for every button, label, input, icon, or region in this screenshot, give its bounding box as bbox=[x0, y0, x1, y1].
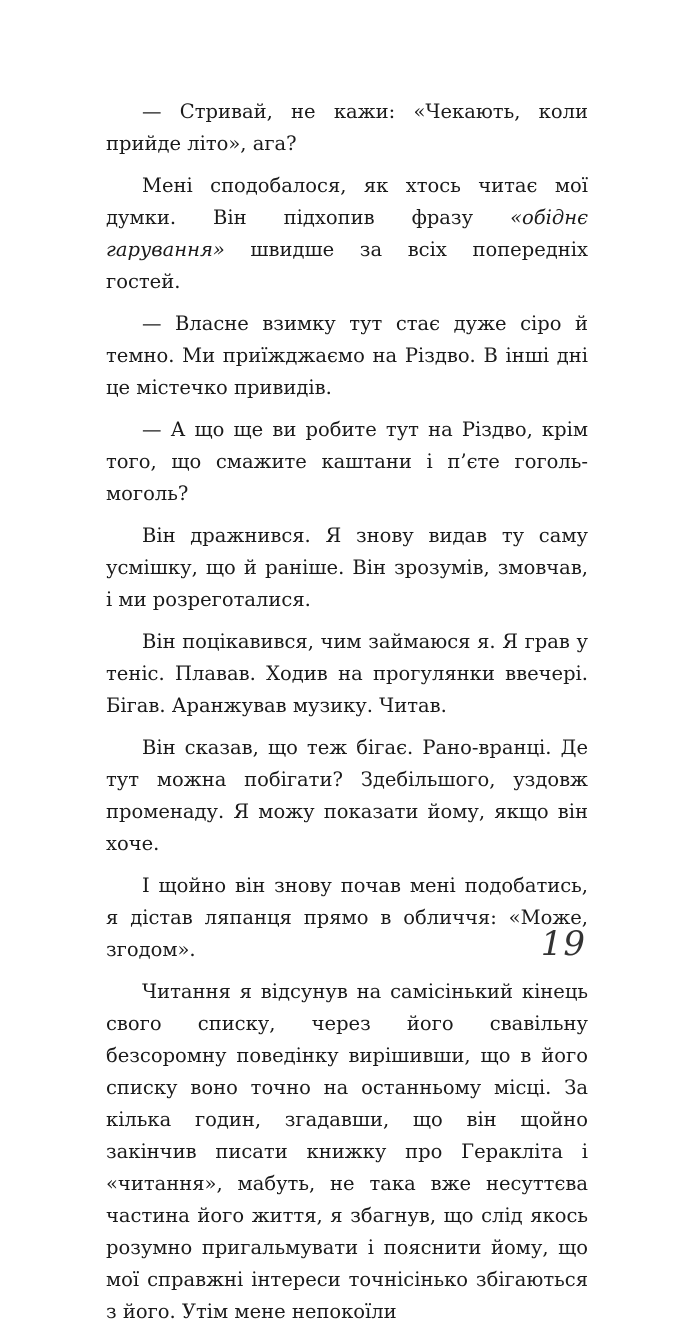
paragraph-2-start: Мені сподобалося, як хтось читає мої думки. Він підхопив фразу bbox=[106, 174, 588, 229]
paragraph-8: І щойно він знову почав мені подобатись, я дістав ляпанця прямо в обличчя: «Може, згодом». bbox=[106, 874, 588, 961]
paragraph-4: — А що ще ви робите тут на Різдво, крім того, що смажите каштани і п’єте гоголь-моголь? bbox=[106, 418, 588, 505]
paragraph-2-italic-phrase: «обіднє гарування» bbox=[106, 206, 588, 261]
paragraph-5: Він дражнився. Я знову видав ту саму усмішку, що й раніше. Він зрозумів, змовчав, і ми розреготалися. bbox=[106, 524, 588, 611]
paragraph-2 bbox=[106, 170, 588, 298]
paragraph-2-end: швидше за всіх попередніх гостей. bbox=[106, 238, 588, 293]
paragraph-1: — Стривай, не кажи: «Чекають, коли прийде літо», ага? bbox=[106, 100, 588, 155]
paragraph-6: Він поцікавився, чим займаюся я. Я грав у теніс. Плавав. Ходив на прогулянки ввечері. Бігав. Аранжував музику. Читав. bbox=[106, 630, 588, 717]
paragraph-3: — Власне взимку тут стає дуже сіро й темно. Ми приїжджаємо на Різдво. В інші дні це містечко привидів. bbox=[106, 312, 588, 399]
page-number: 19 bbox=[540, 924, 586, 964]
paragraph-9: Читання я відсунув на самісінький кінець свого списку, через його свавільну безсоромну поведінку вирішивши, що в його списку воно точно на останньому місці. За кілька годин, згадавши, що він щойно закінчив писати книжку про Геракліта і «читання», мабуть, не така вже несуттєва частина його життя, я збагнув, що слід якось розумно пригальмувати і пояснити йому, що мої справжні інтереси точнісінько збігаються з його. Утім мене непокоїли bbox=[106, 980, 588, 1323]
paragraph-7: Він сказав, що теж бігає. Рано-вранці. Де тут можна побігати? Здебільшого, уздовж променаду. Я можу показати йому, якщо він хоче. bbox=[106, 736, 588, 855]
